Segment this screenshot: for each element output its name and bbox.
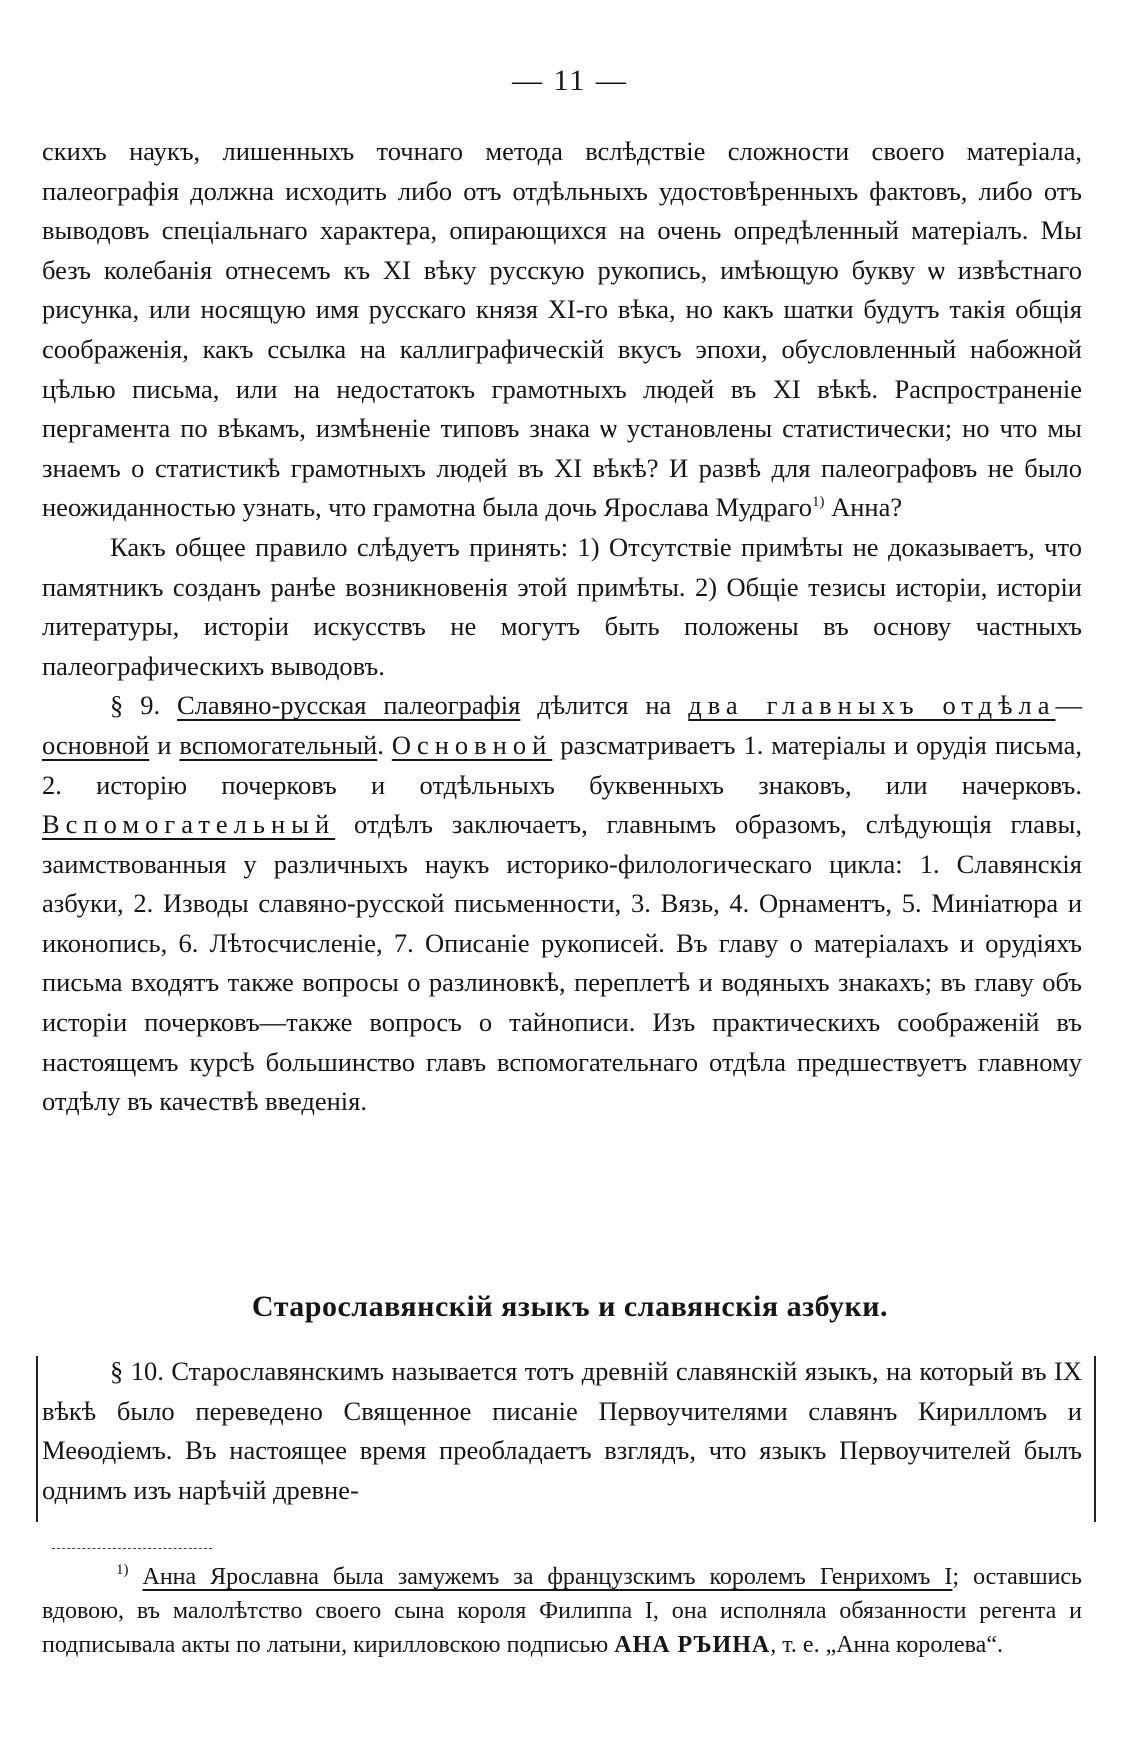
section-9-number: § 9. [110,690,161,721]
slavonic-signature: АНА РЪИНА [614,1632,771,1658]
section-9-basic: основной [42,729,150,760]
section-9-auxiliary-heading: Вспомогательный [42,809,336,840]
main-text-block [42,132,1082,1122]
section-9-conj: и [149,729,180,760]
footnote-reference[interactable]: 1) [811,494,825,511]
footnote-text [42,1560,1082,1662]
margin-mark-right [1094,1356,1096,1522]
paragraph-section-9 [42,686,1082,1122]
footnote [42,1560,1082,1662]
section-9-period: . [377,729,392,760]
section-10-block [42,1352,1082,1510]
section-9-main-parts: два главныхъ отдѣла [688,690,1056,721]
paragraph-rule: Какъ общее правило слѣдуетъ принять: 1) Отсутствіе примѣты не доказываетъ, что памятникъ созданъ ранѣе возникновенія этой примѣты. 2) Общіе тезисы исторіи, исторіи литературы, исторіи искусствъ не могутъ быть положены въ основу частныхъ палеографическихъ выводовъ. [42,531,1082,681]
margin-mark-left [36,1356,38,1522]
paragraph-section-10 [42,1352,1082,1510]
intro-text: скихъ наукъ, лишенныхъ точнаго метода вслѣдствіе сложности своего матеріала, палеографія должна исходить либо отъ отдѣльныхъ удостовѣренныхъ фактовъ, либо отъ выводовъ спеціальнаго характера, опирающихся на очень опредѣленный матеріалъ. Мы безъ колебанія отнесемъ къ XI вѣку русскую рукопись, имѣющую букву ѡ извѣстнаго рисунка, или носящую имя русскаго князя XI-го вѣка, но какъ шатки будутъ такія общія соображенія, какъ ссылка на каллиграфическій вкусъ эпохи, обусловленный набожной цѣлью письма, или на недостатокъ грамотныхъ людей въ XI вѣкѣ. Распространеніе пергамента по вѣкамъ, измѣненіе типовъ знака ѡ установлены статистически; но что мы знаемъ о статистикѣ грамотныхъ людей въ XI вѣкѣ? И развѣ для палеографовъ не было неожиданностью узнать, что грамотна была дочь Ярослава Мудраго [42,136,1082,523]
section-heading: Старославянскій языкъ и славянскія азбуки. [251,1290,889,1323]
footnote-body: ; оставшись вдовою, въ малолѣтство своего сына короля Филиппа I, она исполняла обязанности регента и подписывала акты по латыни, кирилловскою подписью [42,1564,1083,1658]
section-10-text: Старославянскимъ называется тотъ древній славянскій языкъ, на который въ IX вѣкѣ было переведено Священное писаніе Первоучителями славянъ Кирилломъ и Меѳодіемъ. Въ настоящее время преобладаетъ взглядъ, что языкъ Первоучителей былъ однимъ изъ нарѣчій древне- [42,1356,1082,1505]
section-9-basic-text: разсматриваетъ 1. матеріалы и орудія письма, 2. исторію почерковъ и отдѣльныхъ буквенныхъ знаковъ, или начерковъ. [42,729,1083,800]
section-10-number: § 10. [110,1356,164,1386]
section-9-dash: — [1055,690,1083,721]
footnote-divider [52,1548,212,1549]
section-9-auxiliary: вспомогательный [179,729,378,760]
intro-tail: Анна? [824,492,903,523]
section-9-auxiliary-text: отдѣлъ заключаетъ, главнымъ образомъ, слѣдующія главы, заимствованныя у различныхъ наукъ историко-филологическаго цикла: 1. Славянскія азбуки, 2. Изводы славяно-русской письменности, 3. Вязь, 4. Орнаментъ, 5. Миніатюра и иконопись, 6. Лѣтосчисленіе, 7. Описаніе рукописей. Въ главу о матеріалахъ и орудіяхъ письма входятъ также вопросы о разлиновкѣ, переплетѣ и водяныхъ знакахъ; въ главу объ исторіи почерковъ—также вопросъ о тайнописи. Изъ практическихъ соображеній въ настоящемъ курсѣ большинство главъ вспомогательнаго отдѣла предшествуетъ главному отдѣлу въ качествѣ введенія. [42,809,1082,1117]
footnote-underlined: Анна Ярославна была замужемъ за французскимъ королемъ Генрихомъ I [142,1564,953,1590]
section-9-basic-heading: Основной [391,729,553,760]
footnote-end: , т. е. „Анна королева“. [770,1632,1003,1658]
page-number: — 11 — [512,64,628,97]
section-9-lead: Славяно-русская палеографія [177,690,521,721]
section-9-text: дѣлится на [520,690,689,721]
footnote-mark: 1) [116,1562,129,1578]
paragraph-intro [42,132,1082,528]
